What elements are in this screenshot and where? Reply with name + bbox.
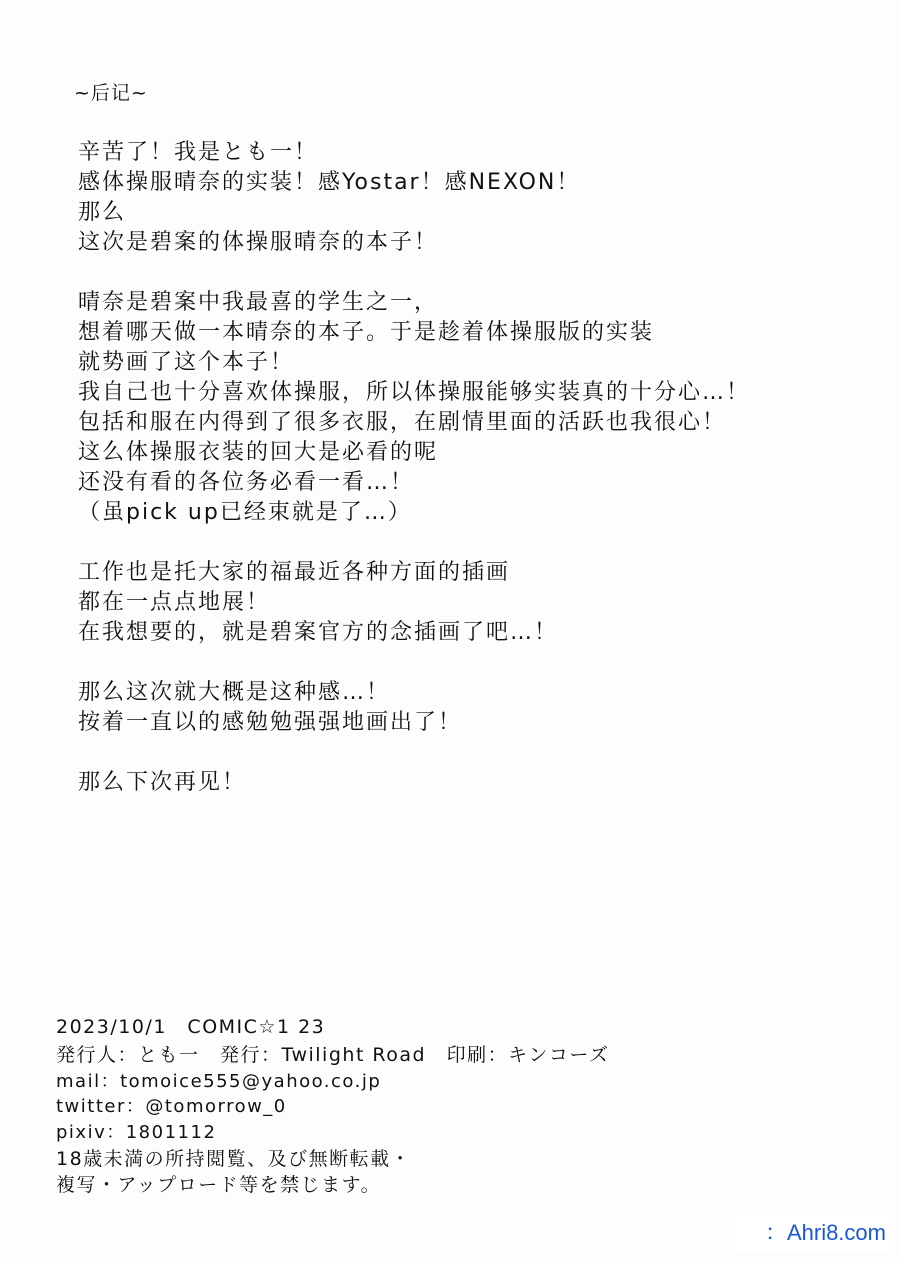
text-line: 晴奈是碧案中我最喜的学生之一， [78,290,439,315]
colophon-pixiv: pixiv：1801112 [56,1122,217,1143]
text-line: 还没有看的各位务必看一看…！ [78,470,415,495]
paragraph-greeting [78,138,838,258]
colophon-date: 2023/10/1 COMIC☆1 23 [56,1016,326,1038]
paragraph-farewell [78,768,838,798]
colophon [56,1014,756,1198]
watermark [736,1210,890,1252]
text-line: 感体操服晴奈的实装！感Yostar！感NEXON！ [78,170,581,195]
paragraph-work [78,558,838,648]
watermark-text: ：Ahri8.com [764,1219,886,1245]
afterword-title: ~后记~ [74,82,148,104]
colophon-publisher: 発行人：とも一 発行：Twilight Road 印刷：キンコーズ [56,1044,610,1066]
text-line: 这么体操服衣装的回大是必看的呢 [78,440,439,465]
text-line: 我自己也十分喜欢体操服，所以体操服能够实装真的十分心…！ [78,380,751,405]
colophon-twitter: twitter：@tomorrow_0 [56,1096,287,1117]
afterword-body [78,138,838,828]
text-line: 那么下次再见！ [78,770,247,795]
text-line: 包括和服在内得到了很多衣服，在剧情里面的活跃也我很心！ [78,410,727,435]
text-line: 那么 [78,200,127,225]
text-line: 工作也是托大家的福最近各种方面的插画 [78,560,511,585]
text-line: 在我想要的，就是碧案官方的念插画了吧…！ [78,620,559,645]
text-line: 都在一点点地展！ [78,590,271,615]
text-line: 辛苦了！我是とも一！ [78,140,319,165]
colophon-notice-1: 18歳未満の所持閲覧、及び無断転載・ [56,1148,412,1170]
colophon-mail: mail：tomoice555@yahoo.co.jp [56,1071,382,1092]
text-line: 按着一直以的感勉勉强强地画出了！ [78,710,463,735]
text-line: 那么这次就大概是这种感…！ [78,680,391,705]
paragraph-closing [78,678,838,738]
paragraph-about [78,288,838,528]
text-line: 这次是碧案的体操服晴奈的本子！ [78,230,439,255]
text-line: 就势画了这个本子！ [78,350,295,375]
colophon-notice-2: 複写・アップロード等を禁じます。 [56,1174,382,1196]
text-line: （虽pick up已经束就是了…） [78,500,412,525]
text-line: 想着哪天做一本晴奈的本子。于是趁着体操服版的实装 [78,320,655,345]
